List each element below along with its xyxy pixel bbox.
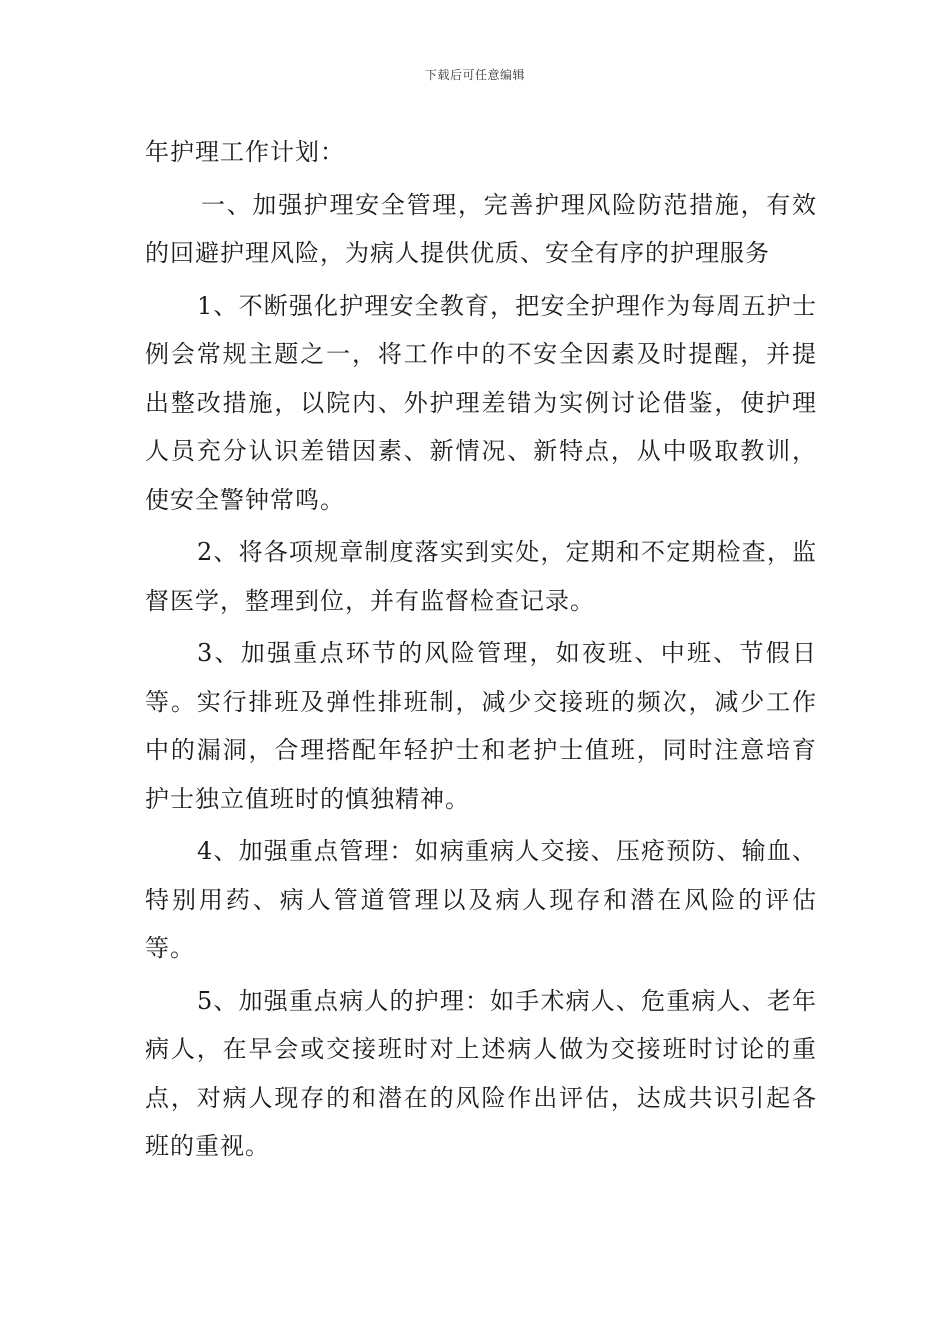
document-title: 年护理工作计划：: [145, 138, 345, 166]
document-body: [145, 128, 817, 1171]
list-item: 1、不断强化护理安全教育，把安全护理作为每周五护士例会常规主题之一，将工作中的不安全因素及时提醒，并提出整改措施，以院内、外护理差错为实例讨论借鉴，使护理人员充分认识差错因素、新情况、新特点，从中吸取教训，使安全警钟常鸣。: [145, 291, 817, 514]
section-heading: 一、加强护理安全管理，完善护理风险防范措施，有效的回避护理风险，为病人提供优质、安全有序的护理服务: [145, 190, 817, 267]
list-item: 5、加强重点病人的护理：如手术病人、危重病人、老年病人，在早会或交接班时对上述病人做为交接班时讨论的重点，对病人现存的和潜在的风险作出评估，达成共识引起各班的重视。: [145, 986, 817, 1160]
list-item: 2、将各项规章制度落实到实处，定期和不定期检查，监督医学，整理到位，并有监督检查记录。: [145, 538, 817, 615]
list-item: 3、加强重点环节的风险管理，如夜班、中班、节假日等。实行排班及弹性排班制，减少交接班的频次，减少工作中的漏洞，合理搭配年轻护士和老护士值班，同时注意培育护士独立值班时的慎独精神。: [145, 639, 817, 813]
list-item: 4、加强重点管理：如病重病人交接、压疮预防、输血、特别用药、病人管道管理以及病人现存和潜在风险的评估等。: [145, 837, 817, 962]
header-note: 下载后可任意编辑: [424, 68, 525, 82]
